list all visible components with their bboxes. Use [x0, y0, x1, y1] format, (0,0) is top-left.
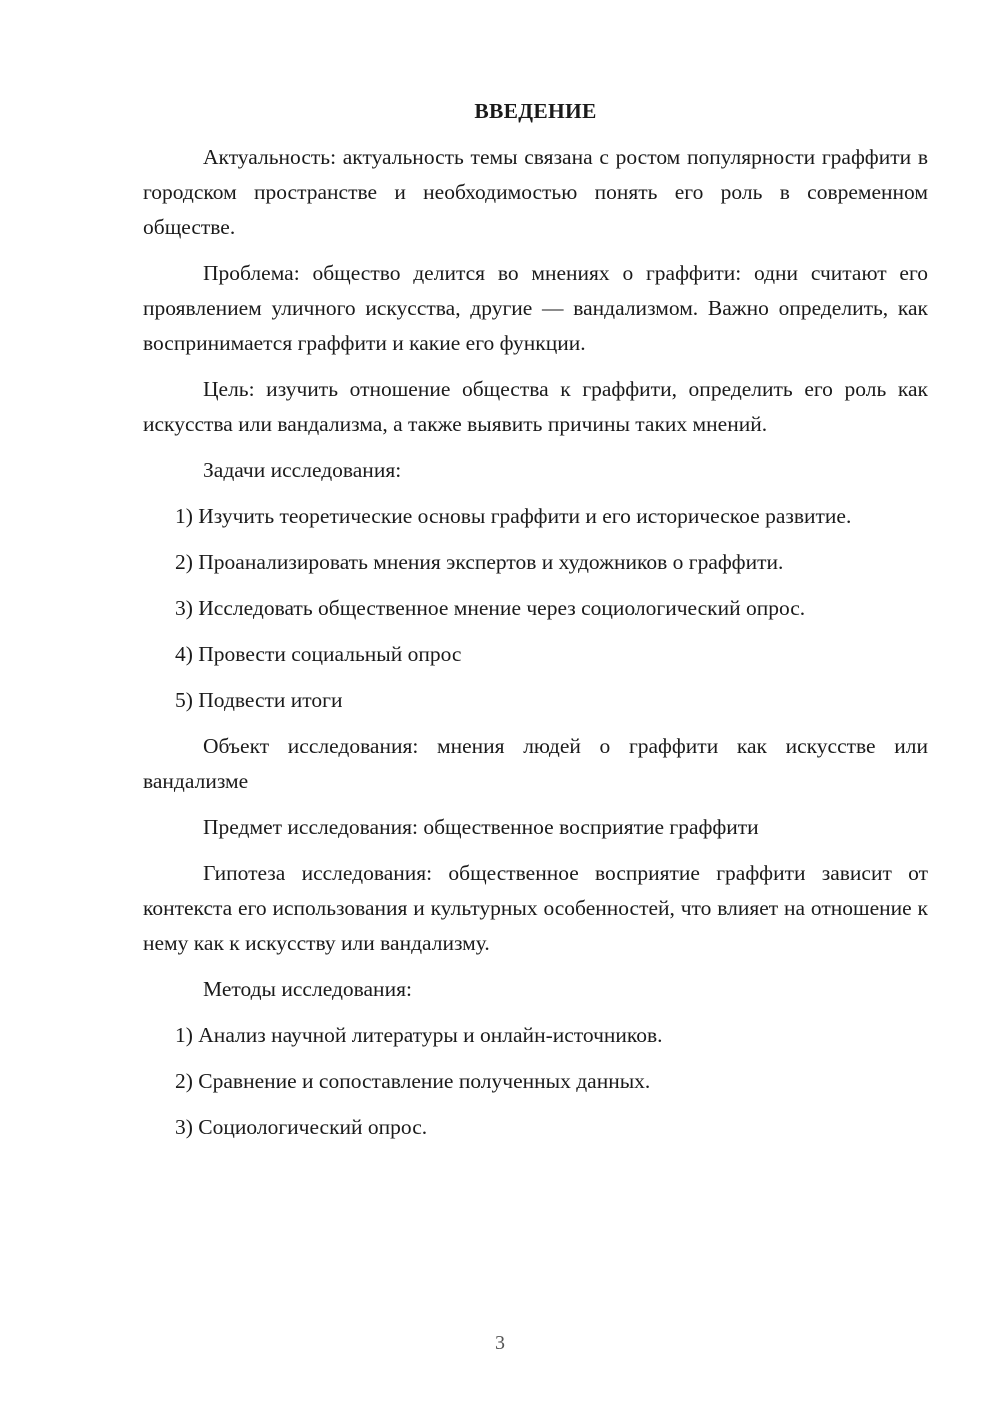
problem-paragraph: Проблема: общество делится во мнениях о граффити: одни считают его проявлением уличного искусства, другие — вандализмом. Важно определить, как воспринимается граффити и какие его функции.	[143, 261, 928, 355]
method-item-1: 1) Анализ научной литературы и онлайн-источников.	[175, 1023, 663, 1047]
section-title: ВВЕДЕНИЕ	[474, 99, 597, 123]
task-item-5: 5) Подвести итоги	[175, 688, 343, 712]
tasks-heading: Задачи исследования:	[203, 458, 402, 482]
task-item-2: 2) Проанализировать мнения экспертов и художников о граффити.	[175, 550, 784, 574]
relevance-paragraph: Актуальность: актуальность темы связана с ростом популярности граффити в городском пространстве и необходимостью понять его роль в современном обществе.	[143, 145, 928, 239]
document-page	[143, 96, 928, 1156]
goal-paragraph: Цель: изучить отношение общества к граффити, определить его роль как искусства или вандализма, а также выявить причины таких мнений.	[143, 377, 928, 436]
task-item-4: 4) Провести социальный опрос	[175, 642, 462, 666]
task-item-1: 1) Изучить теоретические основы граффити и его историческое развитие.	[175, 504, 852, 528]
object-paragraph: Объект исследования: мнения людей о граффити как искусстве или вандализме	[143, 734, 928, 793]
task-item-3: 3) Исследовать общественное мнение через социологический опрос.	[175, 596, 806, 620]
hypothesis-paragraph: Гипотеза исследования: общественное восприятие граффити зависит от контекста его использования и культурных особенностей, что влияет на отношение к нему как к искусству или вандализму.	[143, 861, 928, 955]
page-number: 3	[495, 1332, 505, 1354]
methods-heading: Методы исследования:	[203, 977, 412, 1001]
method-item-3: 3) Социологический опрос.	[175, 1115, 428, 1139]
method-item-2: 2) Сравнение и сопоставление полученных данных.	[175, 1069, 651, 1093]
subject-paragraph: Предмет исследования: общественное восприятие граффити	[203, 815, 759, 839]
